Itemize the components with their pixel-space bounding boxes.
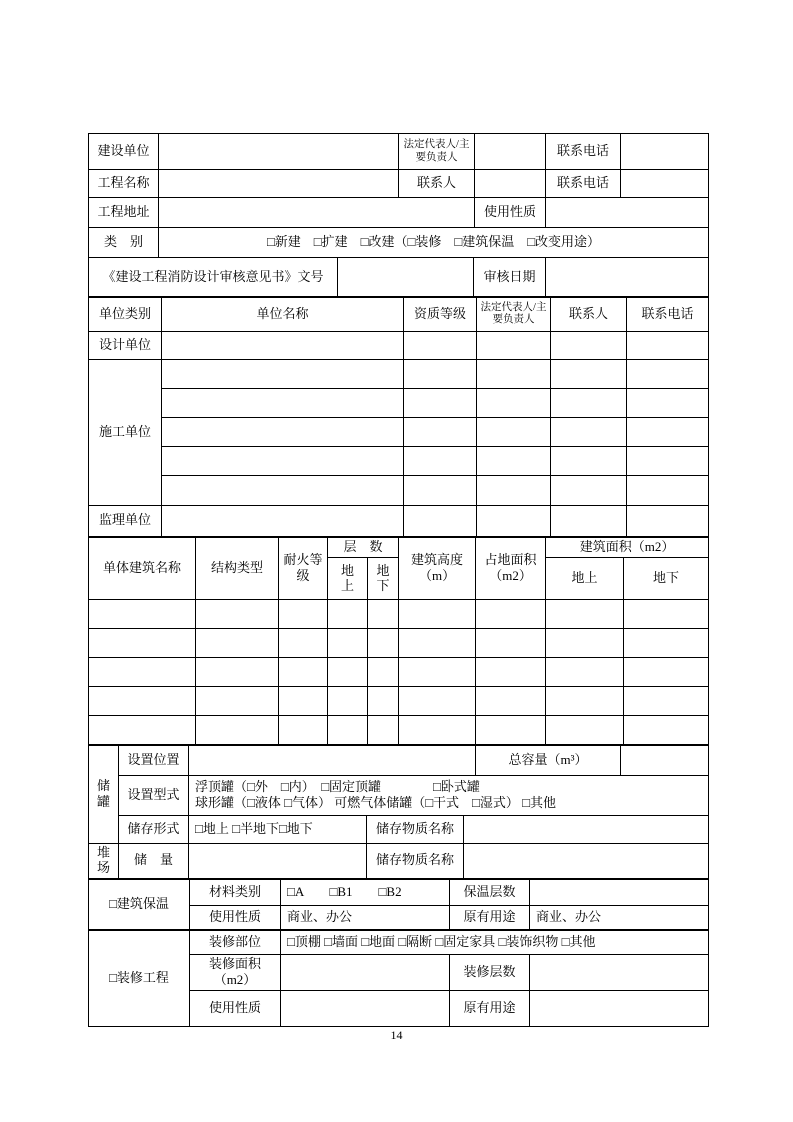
- design-unit-contact: [551, 331, 627, 359]
- building-row-cell: [368, 600, 399, 629]
- tank-substance-value: [464, 815, 709, 843]
- storage-table: [88, 744, 709, 879]
- general-info-table: [88, 133, 709, 258]
- building-row-cell: [89, 687, 196, 716]
- building-row-cell: [328, 600, 368, 629]
- building-row-cell: [399, 687, 476, 716]
- building-row-cell: [196, 716, 279, 745]
- yard-quantity-value: [189, 843, 367, 878]
- building-row-cell: [279, 687, 328, 716]
- contractor-row-cell: [627, 446, 709, 475]
- building-row-cell: [279, 716, 328, 745]
- phone-label-2: 联系电话: [546, 170, 621, 198]
- building-row-cell: [89, 600, 196, 629]
- building-row-cell: [279, 629, 328, 658]
- building-row-cell: [279, 600, 328, 629]
- building-row-cell: [196, 600, 279, 629]
- supervision-unit-rep: [477, 505, 551, 536]
- building-row-cell: [399, 629, 476, 658]
- building-row-cell: [399, 600, 476, 629]
- construction-contractor-label: 施工单位: [89, 359, 162, 505]
- building-row-cell: [368, 629, 399, 658]
- contractor-row-cell: [627, 417, 709, 446]
- storage-tank-text: 储罐: [97, 778, 111, 809]
- building-row-cell: [399, 716, 476, 745]
- building-row-cell: [196, 658, 279, 687]
- insulation-original-label: 原有用途: [450, 906, 530, 930]
- contractor-row-cell: [162, 475, 404, 505]
- building-row-cell: [624, 658, 709, 687]
- tank-capacity-value: [621, 745, 709, 775]
- contractor-row-cell: [404, 388, 477, 417]
- design-unit-rep: [477, 331, 551, 359]
- renovation-floors-label: 装修层数: [450, 955, 530, 991]
- floor-area-header: 建筑面积（m2）: [546, 537, 709, 558]
- usage-nature-label: 使用性质: [475, 198, 546, 228]
- contractor-row-cell: [162, 446, 404, 475]
- contact-label: 联系人: [399, 170, 475, 198]
- usage-nature-value: [546, 198, 709, 228]
- building-row-cell: [624, 716, 709, 745]
- contractor-row-cell: [477, 388, 551, 417]
- building-row-cell: [368, 687, 399, 716]
- review-date-label: 审核日期: [474, 258, 546, 297]
- contractor-row-cell: [551, 359, 627, 388]
- supervision-unit-phone: [627, 505, 709, 536]
- contractor-row-cell: [551, 446, 627, 475]
- qualification-header: 资质等级: [404, 297, 477, 331]
- floors-below-header: [368, 558, 399, 600]
- building-row-cell: [546, 600, 624, 629]
- tank-position-value: [189, 745, 476, 775]
- construction-unit-label: 建设单位: [89, 134, 159, 170]
- tank-capacity-label: 总容量（m³）: [476, 745, 621, 775]
- building-row-cell: [368, 716, 399, 745]
- review-date-value: [546, 258, 709, 297]
- contractor-row-cell: [477, 475, 551, 505]
- storage-yard-text: 堆场: [97, 844, 111, 876]
- renovation-section-checkbox: □装修工程: [89, 930, 190, 1027]
- category-label: 类 别: [89, 228, 159, 258]
- renovation-parts-label: 装修部位: [190, 930, 281, 955]
- tank-substance-label: 储存物质名称: [367, 815, 464, 843]
- category-options: □新建 □扩建 □改建（□装修 □建筑保温 □改变用途）: [159, 228, 709, 258]
- review-doc-number-label: 《建设工程消防设计审核意见书》文号: [89, 258, 338, 297]
- building-row-cell: [279, 658, 328, 687]
- unit-name-header: 单位名称: [162, 297, 404, 331]
- building-row-cell: [476, 658, 546, 687]
- storage-form-label: 储存形式: [119, 815, 189, 843]
- buildings-table: [88, 536, 709, 746]
- storage-form-options: □地上 □半地下□地下: [189, 815, 367, 843]
- renovation-floors-value: [530, 955, 709, 991]
- contractor-row-cell: [477, 359, 551, 388]
- phone-value-2: [621, 170, 709, 198]
- floors-below-text: 地下: [376, 562, 390, 594]
- design-unit-qualification: [404, 331, 477, 359]
- area-below-header: 地下: [624, 558, 709, 600]
- building-row-cell: [624, 687, 709, 716]
- building-row-cell: [89, 629, 196, 658]
- insulation-renovation-table: [88, 878, 709, 1027]
- contact-header: 联系人: [551, 297, 627, 331]
- fire-review-form: [88, 133, 708, 1027]
- building-row-cell: [546, 716, 624, 745]
- renovation-usage-label: 使用性质: [190, 990, 281, 1026]
- building-row-cell: [328, 716, 368, 745]
- footprint-header: 占地面积（m2）: [476, 537, 546, 600]
- contractor-row-cell: [551, 475, 627, 505]
- supervision-unit-name: [162, 505, 404, 536]
- page-number: 14: [390, 1028, 403, 1042]
- renovation-original-label: 原有用途: [450, 990, 530, 1026]
- contractor-row-cell: [162, 388, 404, 417]
- building-name-header: 单体建筑名称: [89, 537, 196, 600]
- design-unit-label: 设计单位: [89, 331, 162, 359]
- insulation-layers-value: [530, 879, 709, 906]
- contact-value: [475, 170, 546, 198]
- insulation-original-value: 商业、办公: [530, 906, 709, 930]
- insulation-section-checkbox: □建筑保温: [89, 879, 190, 930]
- material-type-label: 材料类别: [190, 879, 281, 906]
- construction-unit-value: [159, 134, 399, 170]
- floors-above-header: [328, 558, 368, 600]
- contractor-row-cell: [404, 417, 477, 446]
- renovation-area-value: [281, 955, 450, 991]
- building-row-cell: [399, 658, 476, 687]
- yard-substance-label: 储存物质名称: [367, 843, 464, 878]
- storage-yard-label: [89, 843, 119, 878]
- material-type-options: □A □B1 □B2: [281, 879, 450, 906]
- design-unit-name: [162, 331, 404, 359]
- building-row-cell: [328, 687, 368, 716]
- building-row-cell: [624, 629, 709, 658]
- supervision-unit-qualification: [404, 505, 477, 536]
- yard-quantity-label: 储 量: [119, 843, 189, 878]
- storage-tank-label: [89, 745, 119, 843]
- units-table: [88, 296, 709, 537]
- legal-rep-value: [475, 134, 546, 170]
- yard-substance-value: [464, 843, 709, 878]
- contractor-row-cell: [627, 388, 709, 417]
- contractor-row-cell: [404, 359, 477, 388]
- insulation-usage-value: 商业、办公: [281, 906, 450, 930]
- contractor-row-cell: [162, 417, 404, 446]
- review-doc-number-value: [338, 258, 474, 297]
- contractor-row-cell: [162, 359, 404, 388]
- building-row-cell: [328, 658, 368, 687]
- project-address-label: 工程地址: [89, 198, 159, 228]
- floors-above-text: 地上: [341, 562, 355, 594]
- supervision-unit-label: 监理单位: [89, 505, 162, 536]
- building-row-cell: [196, 687, 279, 716]
- building-row-cell: [196, 629, 279, 658]
- contractor-row-cell: [551, 417, 627, 446]
- building-row-cell: [89, 716, 196, 745]
- design-unit-phone: [627, 331, 709, 359]
- contractor-row-cell: [477, 446, 551, 475]
- contractor-row-cell: [404, 475, 477, 505]
- building-height-header: 建筑高度（m）: [399, 537, 476, 600]
- insulation-layers-label: 保温层数: [450, 879, 530, 906]
- building-row-cell: [328, 629, 368, 658]
- renovation-parts-options: □顶棚 □墙面 □地面 □隔断 □固定家具 □装饰织物 □其他: [281, 930, 709, 955]
- building-row-cell: [546, 658, 624, 687]
- contractor-row-cell: [477, 417, 551, 446]
- contractor-row-cell: [404, 446, 477, 475]
- supervision-unit-contact: [551, 505, 627, 536]
- project-address-value: [159, 198, 475, 228]
- floors-header: 层 数: [328, 537, 399, 558]
- area-above-header: 地上: [546, 558, 624, 600]
- renovation-original-value: [530, 990, 709, 1026]
- phone-header: 联系电话: [627, 297, 709, 331]
- renovation-usage-value: [281, 990, 450, 1026]
- phone-value-1: [621, 134, 709, 170]
- building-row-cell: [476, 629, 546, 658]
- building-row-cell: [546, 687, 624, 716]
- building-row-cell: [476, 600, 546, 629]
- legal-rep-header: 法定代表人/主要负责人: [477, 297, 551, 331]
- structure-type-header: 结构类型: [196, 537, 279, 600]
- project-name-value: [159, 170, 399, 198]
- building-row-cell: [368, 658, 399, 687]
- legal-rep-label: 法定代表人/主要负责人: [399, 134, 475, 170]
- building-row-cell: [476, 687, 546, 716]
- review-doc-table: [88, 257, 709, 297]
- building-row-cell: [89, 658, 196, 687]
- project-name-label: 工程名称: [89, 170, 159, 198]
- building-row-cell: [476, 716, 546, 745]
- contractor-row-cell: [627, 359, 709, 388]
- tank-type-options: [189, 775, 709, 815]
- phone-label-1: 联系电话: [546, 134, 621, 170]
- renovation-area-label: 装修面积（m2）: [190, 955, 281, 991]
- fire-rating-header: 耐火等级: [279, 537, 328, 600]
- building-row-cell: [624, 600, 709, 629]
- contractor-row-cell: [627, 475, 709, 505]
- tank-type-options-line1: 浮顶罐（□外 □内） □固定顶罐 □卧式罐: [195, 778, 480, 794]
- tank-position-label: 设置位置: [119, 745, 189, 775]
- building-row-cell: [546, 629, 624, 658]
- tank-type-options-line2: 球形罐（□液体 □气体） 可燃气体储罐（□干式 □湿式） □其他: [195, 795, 557, 810]
- unit-type-header: 单位类别: [89, 297, 162, 331]
- insulation-usage-label: 使用性质: [190, 906, 281, 930]
- contractor-row-cell: [551, 388, 627, 417]
- tank-type-label: 设置型式: [119, 775, 189, 815]
